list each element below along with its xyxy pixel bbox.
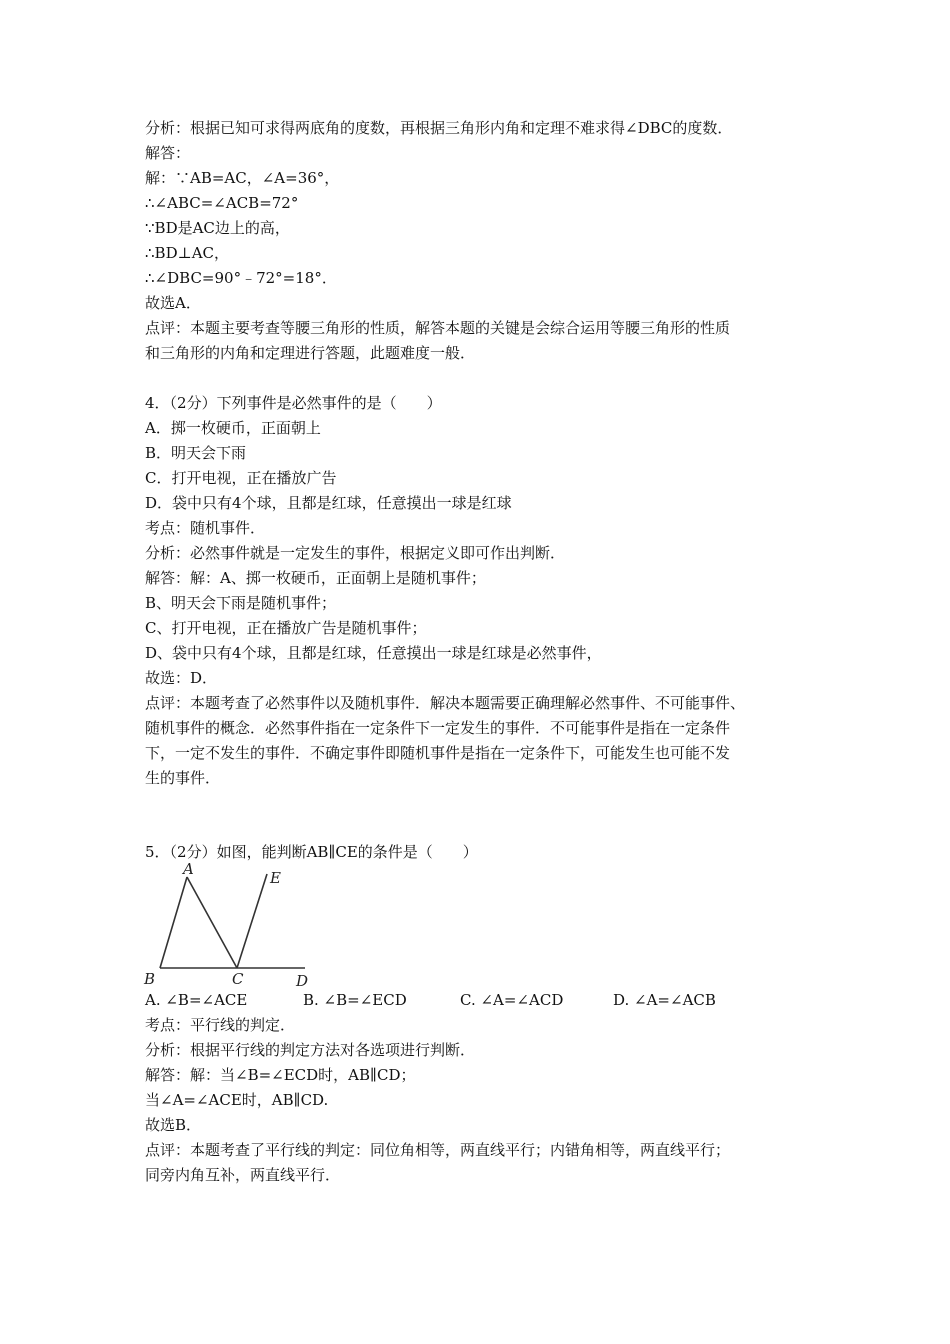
q5-analysis: 分析：根据平行线的判定方法对各选项进行判断． — [145, 1041, 476, 1059]
q5-answer-line: 故选B． — [145, 1116, 202, 1134]
q4-comment: 点评：本题考查了必然事件以及随机事件．解决本题需要正确理解必然事件、不可能事件、 — [145, 694, 746, 712]
q3-step: ∴∠ABC=∠ACB=72° — [145, 194, 299, 212]
q4-option: A．掷一枚硬币，正面朝上 — [145, 419, 321, 437]
q3-analysis: 分析：根据已知可求得两底角的度数，再根据三角形内角和定理不难求得∠DBC的度数． — [145, 119, 733, 137]
q4-analysis: 分析：必然事件就是一定发生的事件，根据定义即可作出判断． — [145, 544, 566, 562]
label-d: D — [296, 972, 309, 990]
q5-comment: 点评：本题考查了平行线的判定：同位角相等，两直线平行；内错角相等，两直线平行； — [145, 1141, 731, 1159]
q3-step: 故选A． — [145, 294, 201, 312]
q4-option: C．打开电视，正在播放广告 — [145, 469, 337, 487]
q3-answer-heading: 解答： — [145, 144, 191, 162]
q5-answer-line: 解答：解：当∠B=∠ECD时，AB∥CD； — [145, 1066, 416, 1084]
q3-comment: 和三角形的内角和定理进行答题，此题难度一般． — [145, 344, 476, 362]
q4-comment: 下，一定不发生的事件．不确定事件即随机事件是指在一定条件下，可能发生也可能不发 — [145, 744, 731, 762]
q4-stem: 4．（2分）下列事件是必然事件的是（ ） — [145, 394, 442, 412]
q4-answer-line: B、明天会下雨是随机事件； — [145, 594, 337, 612]
q5-comment: 同旁内角互补，两直线平行． — [145, 1166, 341, 1184]
q3-step: ∴∠DBC=90°﹣72°=18°． — [145, 269, 337, 287]
label-a: A — [183, 860, 194, 878]
q4-answer-line: 故选：D． — [145, 669, 218, 687]
parallel-lines-figure — [140, 860, 320, 990]
q4-answer-line: 解答：解：A、掷一枚硬币，正面朝上是随机事件； — [145, 569, 486, 587]
q5-option-a: A. ∠B=∠ACE — [145, 991, 248, 1009]
q5-option-c: C. ∠A=∠ACD — [460, 991, 564, 1009]
q4-answer-line: C、打开电视，正在播放广告是随机事件； — [145, 619, 427, 637]
q5-answer-line: 当∠A=∠ACE时，AB∥CD. — [145, 1091, 329, 1109]
q5-point: 考点：平行线的判定． — [145, 1016, 296, 1034]
q4-comment: 随机事件的概念．必然事件指在一定条件下一定发生的事件．不可能事件是指在一定条件 — [145, 719, 731, 737]
q3-step: ∵BD是AC边上的高， — [145, 219, 290, 237]
label-b: B — [144, 970, 156, 988]
label-e: E — [270, 869, 281, 887]
segment-ac — [187, 877, 237, 968]
ray-ce — [237, 874, 267, 968]
q4-option: B．明天会下雨 — [145, 444, 247, 462]
q5-stem: 5．（2分）如图，能判断AB∥CE的条件是（ ） — [145, 843, 478, 861]
q5-option-b: B. ∠B=∠ECD — [303, 991, 407, 1009]
label-c: C — [232, 970, 244, 988]
segment-ab — [160, 877, 187, 968]
q4-comment: 生的事件． — [145, 769, 221, 787]
q3-step: ∴BD⊥AC， — [145, 244, 230, 262]
q5-option-d: D. ∠A=∠ACB — [613, 991, 716, 1009]
q4-point: 考点：随机事件． — [145, 519, 266, 537]
q4-answer-line: D、袋中只有4个球，且都是红球，任意摸出一球是红球是必然事件， — [145, 644, 602, 662]
q3-step: 解：∵AB=AC，∠A=36°， — [145, 169, 340, 187]
q3-comment: 点评：本题主要考查等腰三角形的性质，解答本题的关键是会综合运用等腰三角形的性质 — [145, 319, 731, 337]
q4-option: D．袋中只有4个球，且都是红球，任意摸出一球是红球 — [145, 494, 512, 512]
